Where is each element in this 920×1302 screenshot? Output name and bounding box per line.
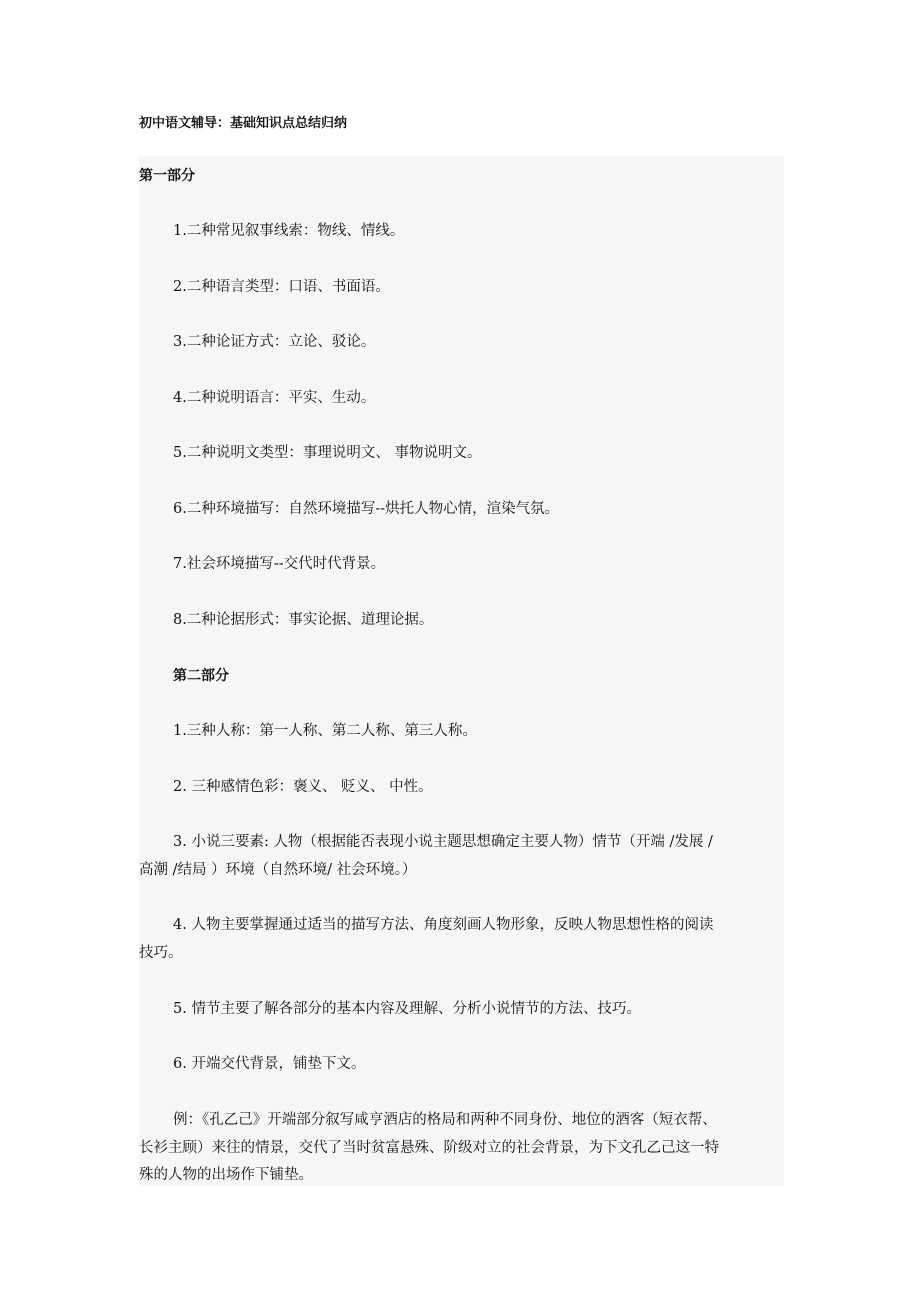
- part1-item-5: 5.二种说明文类型：事理说明文、 事物说明文。: [173, 445, 482, 461]
- example-line-2: 长衫主顾）来往的情景，交代了当时贫富悬殊、阶级对立的社会背景，为下文孔乙己这一特: [139, 1140, 719, 1156]
- part2-item-3-line-1: 3. 小说三要素: 人物（根据能否表现小说主题思想确定主要人物）情节（开端 /发展 /: [173, 834, 713, 850]
- part2-item-4-line-2: 技巧。: [139, 945, 183, 961]
- part1-item-6: 6.二种环境描写：自然环境描写--烘托人物心情，渲染气氛。: [173, 501, 560, 517]
- part2-item-3-line-2: 高潮 /结局 ）环境（自然环境/ 社会环境。）: [139, 862, 417, 878]
- part1-item-7: 7.社会环境描写--交代时代背景。: [173, 556, 386, 572]
- part1-heading: 第一部分: [139, 168, 195, 184]
- part1-item-8: 8.二种论据形式：事实论据、道理论据。: [173, 612, 434, 628]
- part1-item-3: 3.二种论证方式：立论、驳论。: [173, 334, 376, 350]
- document-title: 初中语文辅导：基础知识点总结归纳: [139, 116, 348, 131]
- part2-item-4-line-1: 4. 人物主要掌握通过适当的描写方法、角度刻画人物形象，反映人物思想性格的阅读: [173, 917, 714, 933]
- part2-heading: 第二部分: [173, 668, 229, 684]
- part2-item-2: 2. 三种感情色彩：褒义、 贬义、 中性。: [173, 779, 433, 795]
- content-area: [139, 156, 784, 1186]
- part1-item-4: 4.二种说明语言：平实、生动。: [173, 390, 376, 406]
- example-line-3: 殊的人物的出场作下铺垫。: [139, 1167, 313, 1183]
- part1-item-2: 2.二种语言类型：口语、书面语。: [173, 279, 390, 295]
- example-line-1: 例：《孔乙己》开端部分叙写咸亨酒店的格局和两种不同身份、地位的酒客（短衣帮、: [173, 1112, 717, 1128]
- part2-item-1: 1.三种人称：第一人称、第二人称、第三人称。: [173, 723, 477, 739]
- part1-item-1: 1.二种常见叙事线索：物线、情线。: [173, 223, 405, 239]
- part2-item-5: 5. 情节主要了解各部分的基本内容及理解、分析小说情节的方法、技巧。: [173, 1001, 641, 1017]
- part2-item-6: 6. 开端交代背景，铺垫下文。: [173, 1056, 366, 1072]
